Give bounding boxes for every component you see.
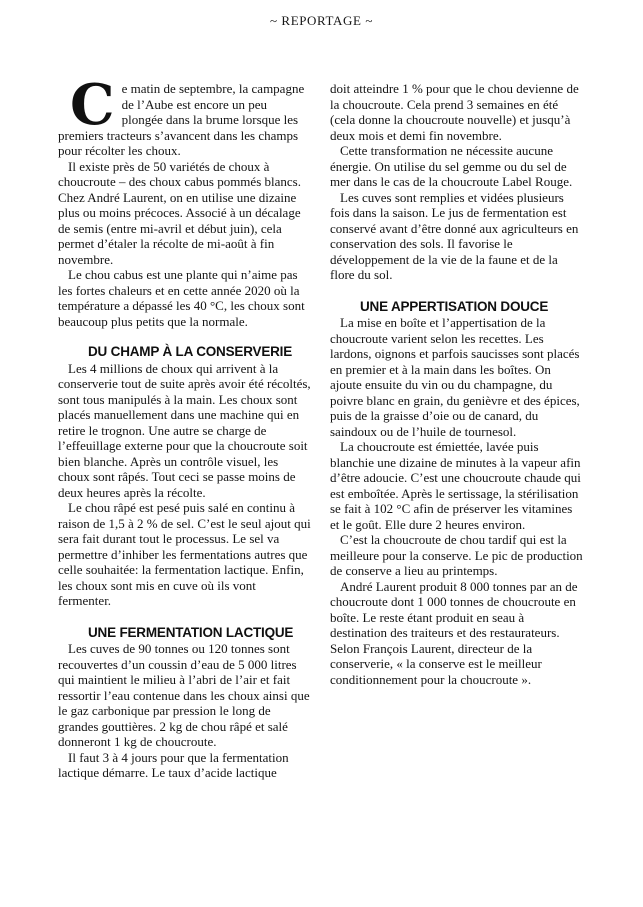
section-heading-fermentation: UNE FERMENTATION LACTIQUE <box>88 624 294 640</box>
paragraph: Le chou râpé est pesé puis salé en continu à raison de 1,5 à 2 % de sel. C’est le seul ajout qui sera fait durant tout le processus. Le sel va permettre d’inhiber les fermentations autres que celle souhaitée: la fermentation lactique. Enfin, les choux sont mis en cuve où ils vont fermenter. <box>58 500 311 608</box>
section-heading-appertisation: UNE APPERTISATION DOUCE <box>360 298 549 314</box>
paragraph-continuation: doit atteindre 1 % pour que le chou devienne de la choucroute. Cela prend 3 semaines en été (cela donne la choucroute nouvelle) et jusqu’à deux mois et demi fin novembre. <box>330 81 579 143</box>
paragraph: Cette transformation ne nécessite aucune énergie. On utilise du sel gemme ou du sel de mer dans le cas de la choucroute Label Rouge. <box>330 143 573 189</box>
paragraph: Il faut 3 à 4 jours pour que la fermentation lactique démarre. Le taux d’acide lactique <box>58 749 289 780</box>
paragraph: André Laurent produit 8 000 tonnes par an de choucroute dont 1 000 tonnes de choucroute en boîte. Le reste étant produit en seau à destination des traiteurs et des restaurateurs. Selon François Laurent, directeur de la conserverie, « la conserve est le meilleur conditionnement pour la choucroute ». <box>330 578 578 687</box>
paragraph: Les 4 millions de choux qui arrivent à la conserverie tout de suite après avoir été récoltés, sont tous manipulés à la main. Les choux sont placés manuellement dans une machine qui en retire le trognon. Une autre se charge de l’effeuillage externe pour que la choucroute soit bien blanche. Après un contrôle visuel, les choux sont râpés. Tout ceci se passe moins de deux heures après la récolte. <box>58 360 311 500</box>
paragraph: Les cuves sont remplies et vidées plusieurs fois dans la saison. Le jus de fermentation est conservé avant d’être donné aux agriculteurs en conservation des sols. Il favorise le développement de la vie de la faune et de la flore du sol. <box>330 189 579 282</box>
paragraph: Le chou cabus est une plante qui n’aime pas les fortes chaleurs et en cette année 2020 où la température a dépassé les 40 °C, les choux sont beaucoup plus petits que la normale. <box>58 267 305 329</box>
lead-paragraph-text: e matin de septembre, la campagne de l’Aube est encore un peu plongée dans la brume lorsque les premiers tracteurs s’avancent dans les champs pour récolter les choux. <box>58 81 305 158</box>
section-kicker: ~ REPORTAGE ~ <box>269 13 374 28</box>
paragraph: La mise en boîte et l’appertisation de la choucroute varient selon les recettes. Les lardons, oignons et parfois saucisses sont placés en premier et à la main dans les boîtes. On ajoute ensuite du vin ou du champagne, du poivre blanc en grain, du genièvre et des épices, puis de la graisse d’oie ou de canard, du saindoux ou de l’huile de tournesol. <box>330 315 580 439</box>
paragraph: Les cuves de 90 tonnes ou 120 tonnes sont recouvertes d’un coussin d’eau de 5 000 litres qui maintient le milieu à l’abri de l’air et fait ressortir l’eau contenue dans les choux ainsi que le gaz carbonique par pression le long de grandes gouttières. 2 kg de chou râpé et salé donneront 1 kg de choucroute. <box>58 641 310 749</box>
paragraph: C’est la choucroute de chou tardif qui est la meilleure pour la conserve. Le pic de production de conserve a lieu au printemps. <box>330 532 583 578</box>
section-heading-du-champ: DU CHAMP À LA CONSERVERIE <box>88 344 293 359</box>
drop-cap: C <box>70 72 115 138</box>
paragraph: La choucroute est émiettée, lavée puis blanchie une dizaine de minutes à la vapeur afin d’être adoucie. C’est une choucroute chaude qui est emboîtée. Après le sertissage, la stérilisation se fait à 102 °C afin de préserver les vitamines et le goût. Elle dure 2 heures environ. <box>330 439 581 532</box>
article-body <box>58 72 583 781</box>
lead-paragraph <box>58 72 311 159</box>
paragraph: Il existe près de 50 variétés de choux à choucroute – des choux cabus pommés blancs. Chez André Laurent, on en utilise une dizaine plus ou moins précoces. Associé à un décalage de semis (entre mi-avril et début juin), cela permet d’étaler la récolte de mi-août à fin novembre. <box>58 158 301 267</box>
column-left <box>58 72 311 781</box>
column-right <box>330 81 583 781</box>
